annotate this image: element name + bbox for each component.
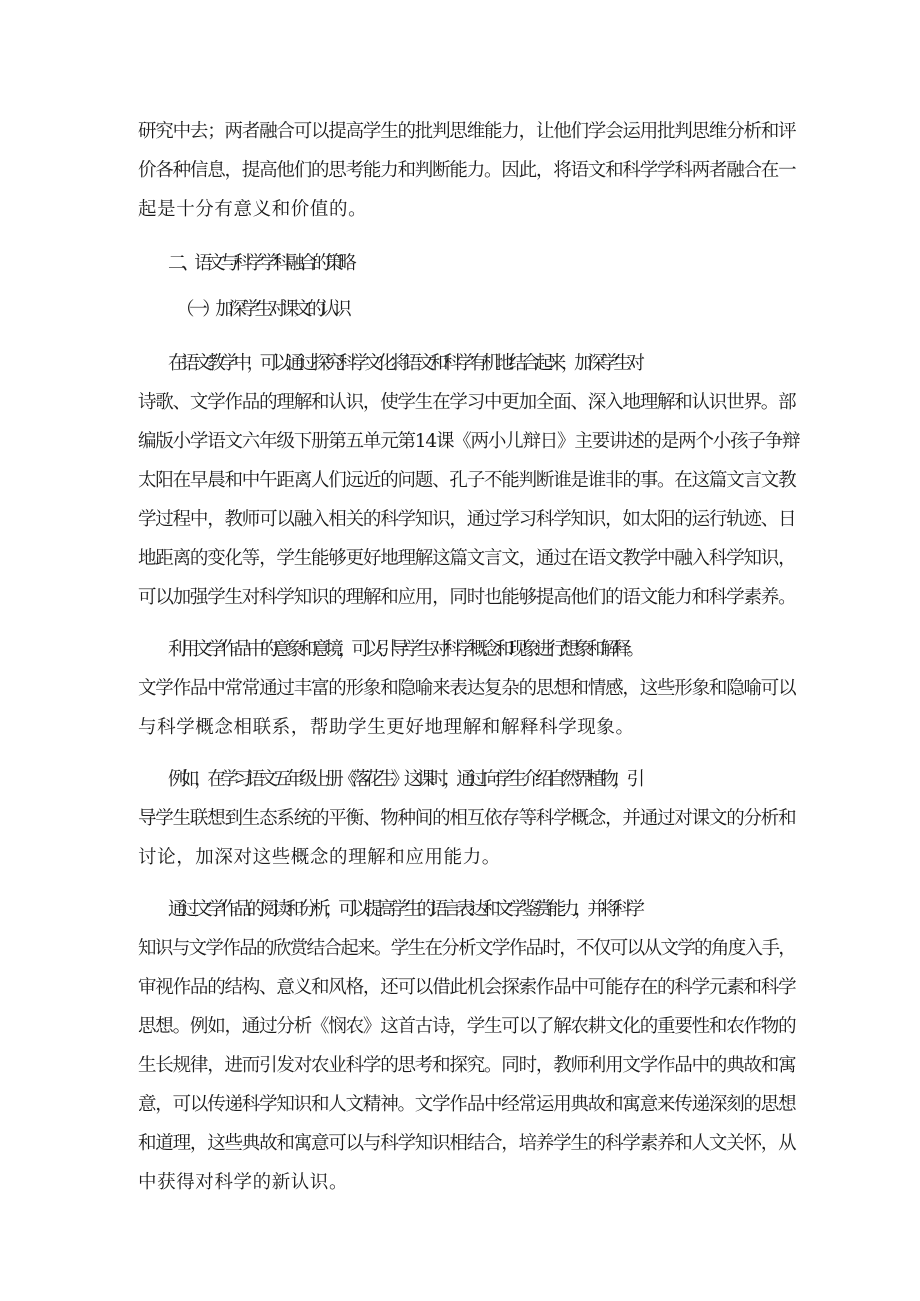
paragraph-line: 学过程中，教师可以融入相关的科学知识，通过学习科学知识，如太阳的运行轨迹、日 [138, 509, 796, 530]
intro-line-3: 起是十分有意义和价值的。 [138, 199, 368, 220]
paragraph-line: 生长规律，进而引发对农业科学的思考和探究。同时，教师利用文学作品中的典故和寓 [138, 1055, 796, 1076]
paragraph-line: 思想。例如，通过分析《悯农》这首古诗，学生可以了解农耕文化的重要性和农作物的 [138, 1016, 796, 1037]
paragraph-line: 太阳在早晨和中午距离人们远近的问题、孔子不能判断谁是谁非的事。在这篇文言文教 [138, 470, 796, 491]
paragraph-line: 意，可以传递科学知识和人文精神。文学作品中经常运用典故和寓意来传递深刻的思想 [138, 1094, 796, 1115]
paragraph-line: 文学作品中常常通过丰富的形象和隐喻来表达复杂的思想和情感，这些形象和隐喻可以 [138, 678, 796, 699]
paragraph-line: 与科学概念相联系，帮助学生更好地理解和解释科学现象。 [138, 717, 635, 738]
paragraph-line: 导学生联想到生态系统的平衡、物种间的相互依存等科学概念，并通过对课文的分析和 [138, 808, 796, 829]
section-heading: 二、语文与科学学科融合的策略 [168, 253, 352, 274]
paragraph-line: 和道理，这些典故和寓意可以与科学知识相结合，培养学生的科学素养和人文关怀，从 [138, 1133, 796, 1154]
paragraph-line: 审视作品的结构、意义和风格，还可以借此机会探索作品中可能存在的科学元素和科学 [138, 977, 796, 998]
paragraph-line: 地距离的变化等，学生能够更好地理解这篇文言文，通过在语文教学中融入科学知识， [138, 548, 796, 569]
paragraph-line: 诗歌、文学作品的理解和认识，使学生在学习中更加全面、深入地理解和认识世界。部 [138, 392, 796, 413]
paragraph-line: 通过文学作品的阅读和分析，可以提高学生的语言表达和文学鉴赏能力，并将科学 [168, 899, 640, 920]
paragraph-line: 可以加强学生对科学知识的理解和应用，同时也能够提高他们的语文能力和科学素养。 [138, 587, 796, 608]
paragraph-line: 编版小学语文六年级下册第五单元第14课《两小儿辩日》主要讲述的是两个小孩子争辩 [138, 431, 800, 452]
intro-line-2: 价各种信息，提高他们的思考能力和判断能力。因此，将语文和科学学科两者融合在一 [138, 160, 796, 181]
paragraph-line: 例如，在学习语文五年级上册《落花生》这课时，通过向学生介绍自然界植物，引 [168, 769, 640, 790]
intro-line-1: 研究中去；两者融合可以提高学生的批判思维能力，让他们学会运用批判思维分析和评 [138, 121, 796, 142]
paragraph-line: 讨论，加深对这些概念的理解和应用能力。 [138, 847, 501, 868]
paragraph-line: 在语文教学中，可以通过探究科学文化将语文和科学有机地结合起来，加深学生对 [168, 353, 640, 374]
subsection-heading: （一）加深学生对课文的认识 [176, 299, 347, 320]
paragraph-line: 知识与文学作品的欣赏结合起来。学生在分析文学作品时，不仅可以从文学的角度入手， [138, 938, 796, 959]
paragraph-line: 利用文学作品中的意象和意境，可以引导学生对科学概念和现象进行想象和解释。 [168, 639, 640, 660]
paragraph-line: 中获得对科学的新认识。 [138, 1172, 349, 1193]
